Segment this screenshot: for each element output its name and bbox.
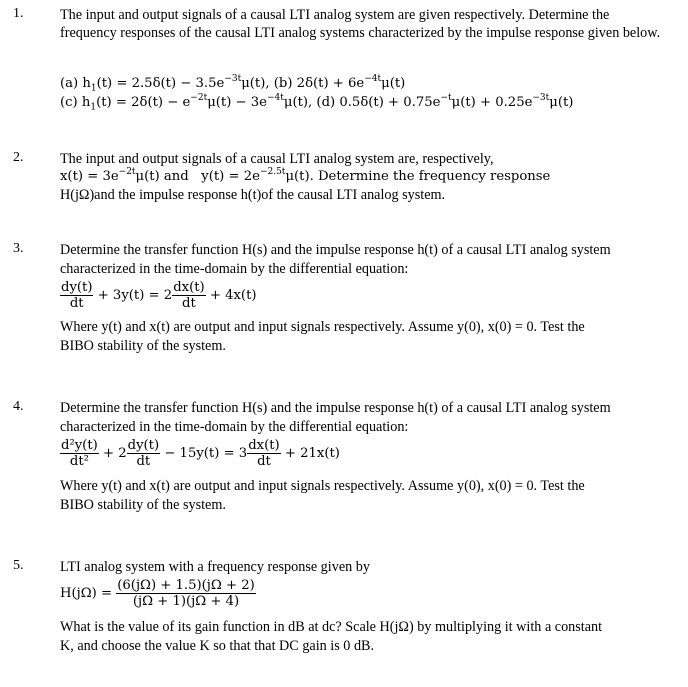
problem-2-number: 2. — [13, 150, 24, 165]
problem-4-line-5: BIBO stability of the system. — [60, 497, 226, 513]
problem-4-equation: $\frac{\text{d²y(t)}}{\text{dt²}}$ + 2 $\frac{dy(t)}{dt}$ − 15y(t) = 3 $\frac{dx(t)}{dt}$ + 21x(t) — [61, 438, 340, 469]
problem-4-line-2: characterized in the time-domain by the differential equation: — [60, 419, 409, 435]
problem-4-line-1: Determine the transfer function H(s) and the impulse response h(t) of a causal LTI analog system — [60, 400, 611, 416]
problem-4-number: 4. — [13, 399, 24, 414]
problem-1-eq-line-1: (a) $h_1(t) = 2.5\delta(t) - 3.5e^{-3t}\mu(t)$, (b) $2\delta(t) + 6e^{-4t}\mu(t)$ — [60, 74, 406, 94]
problem-3-equation: $\frac{dy(t)}{dt}$ + 3y(t) = 2 $\frac{dx(t)}{dt}$ + 4x(t) — [61, 280, 257, 311]
problem-2-line-2: $x(t) = 3e^{-2t}\mu(t)$ and $y(t) = 2e^{-2.5t}\mu(t)$. Determine the frequency response — [60, 167, 551, 184]
problem-1-eq-line-2: (c) $h_1(t) = 2\delta(t) - e^{-2t}\mu(t) - 3e^{-4t}\mu(t)$, (d) $0.5\delta(t) + 0.75e^{-t}\mu(t) + 0.25e^{-3t}\mu(t)$ — [60, 93, 574, 113]
problem-5-number: 5. — [13, 558, 24, 573]
problem-3-line-1: Determine the transfer function H(s) and the impulse response h(t) of a causal LTI analog system — [60, 242, 611, 258]
problem-3-line-4: Where y(t) and x(t) are output and input signals respectively. Assume y(0), x(0) = 0. Test the — [60, 319, 585, 335]
problem-2-line-3: H(jΩ)and the impulse response h(t)of the causal LTI analog system. — [60, 187, 446, 203]
problem-1-text: The input and output signals of a causal LTI analog system are given respectively. Determine the frequency responses of the causal LTI analog systems characterized by the impulse response given below. — [60, 7, 661, 41]
problem-2-line-1: The input and output signals of a causal LTI analog system are, respectively, — [60, 151, 494, 167]
problem-5-line-4: K, and choose the value K so that that DC gain is 0 dB. — [60, 638, 375, 654]
problem-4-line-4: Where y(t) and x(t) are output and input signals respectively. Assume y(0), x(0) = 0. Test the — [60, 478, 585, 494]
problem-3-number: 3. — [13, 241, 24, 256]
problem-5-equation: H(jΩ) = $\frac{(6(j\Omega) + 1.5)(j\Omega + 2)}{(j\Omega + 1)(j\Omega + 4)}$ — [60, 578, 255, 609]
problem-3-line-2: characterized in the time-domain by the differential equation: — [60, 261, 409, 277]
problem-1-number: 1. — [13, 6, 24, 21]
problem-3-line-5: BIBO stability of the system. — [60, 338, 226, 354]
problem-5-line-3: What is the value of its gain function in dB at dc? Scale H(jΩ) by multiplying it with a constant — [60, 619, 603, 635]
problem-5-line-1: LTI analog system with a frequency response given by — [60, 559, 370, 575]
